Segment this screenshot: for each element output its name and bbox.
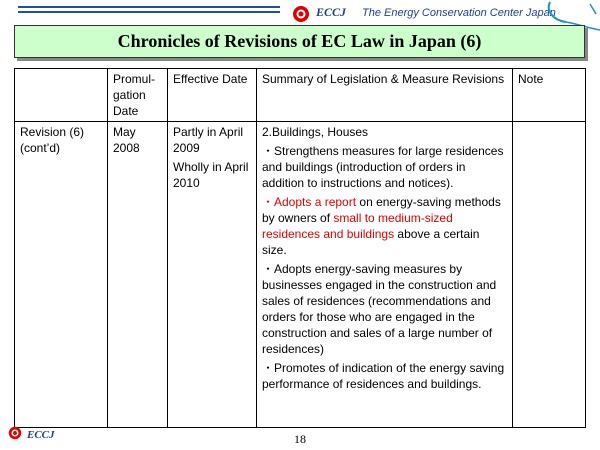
summary-item-2-text-mid: on energy-saving methods by owners of (262, 195, 501, 225)
header-cell-summary: Summary of Legislation & Measure Revisions (257, 69, 513, 122)
summary-item-2-highlight-target: small to medium-sized residences and buildings (262, 211, 453, 241)
effective-cell (168, 122, 257, 428)
revisions-table (14, 68, 586, 428)
summary-item-3: ・Adopts energy-saving measures by businesses engaged in the construction and sales of residences (recommendations and orders for those who are engaged in the construction and sales of a large number of residences) (262, 262, 497, 356)
header-decorative-lines (18, 6, 280, 16)
header-cell-effective-date: Effective Date (168, 69, 257, 122)
summary-item-1: ・Strengthens measures for large residences and buildings (introduction of orders in addition to instructions and notices). (262, 144, 504, 190)
header-cell-promulgation-date: Promul-gation Date (108, 69, 168, 122)
eccj-logo-icon (292, 5, 310, 23)
summary-item-2-text-end: above a certain size. (262, 227, 480, 257)
promulgation-month: May (113, 125, 136, 139)
header-cell-revision (15, 69, 108, 122)
slide-title-box (14, 25, 585, 58)
page-number: 18 (294, 432, 306, 446)
revision-cell (15, 122, 108, 428)
table-header-row (15, 69, 586, 122)
slide-title: Chronicles of Revisions of EC Law in Japan (6) (117, 31, 482, 51)
summary-heading: 2.Buildings, Houses (262, 125, 369, 139)
promulgation-year: 2008 (113, 141, 140, 155)
revision-continued: (cont’d) (20, 141, 61, 155)
summary-item-4: ・Promotes of indication of the energy saving performance of residences and buildings. (262, 361, 505, 391)
note-cell (513, 122, 586, 428)
organization-name: The Energy Conservation Center Japan (362, 7, 556, 19)
header-logo-text: ECCJ (316, 5, 347, 19)
revision-label: Revision (6) (20, 125, 85, 139)
table-row (15, 122, 586, 428)
footer-logo-text: ECCJ (27, 429, 55, 441)
header-cell-note: Note (513, 69, 586, 122)
summary-item-2 (262, 194, 507, 258)
effective-wholly: Wholly in April 2010 (173, 160, 249, 190)
promulgation-cell (108, 122, 168, 428)
effective-partly: Partly in April 2009 (173, 125, 244, 155)
summary-item-2-highlight-start: ・Adopts a report (262, 195, 357, 209)
summary-cell (257, 122, 513, 428)
